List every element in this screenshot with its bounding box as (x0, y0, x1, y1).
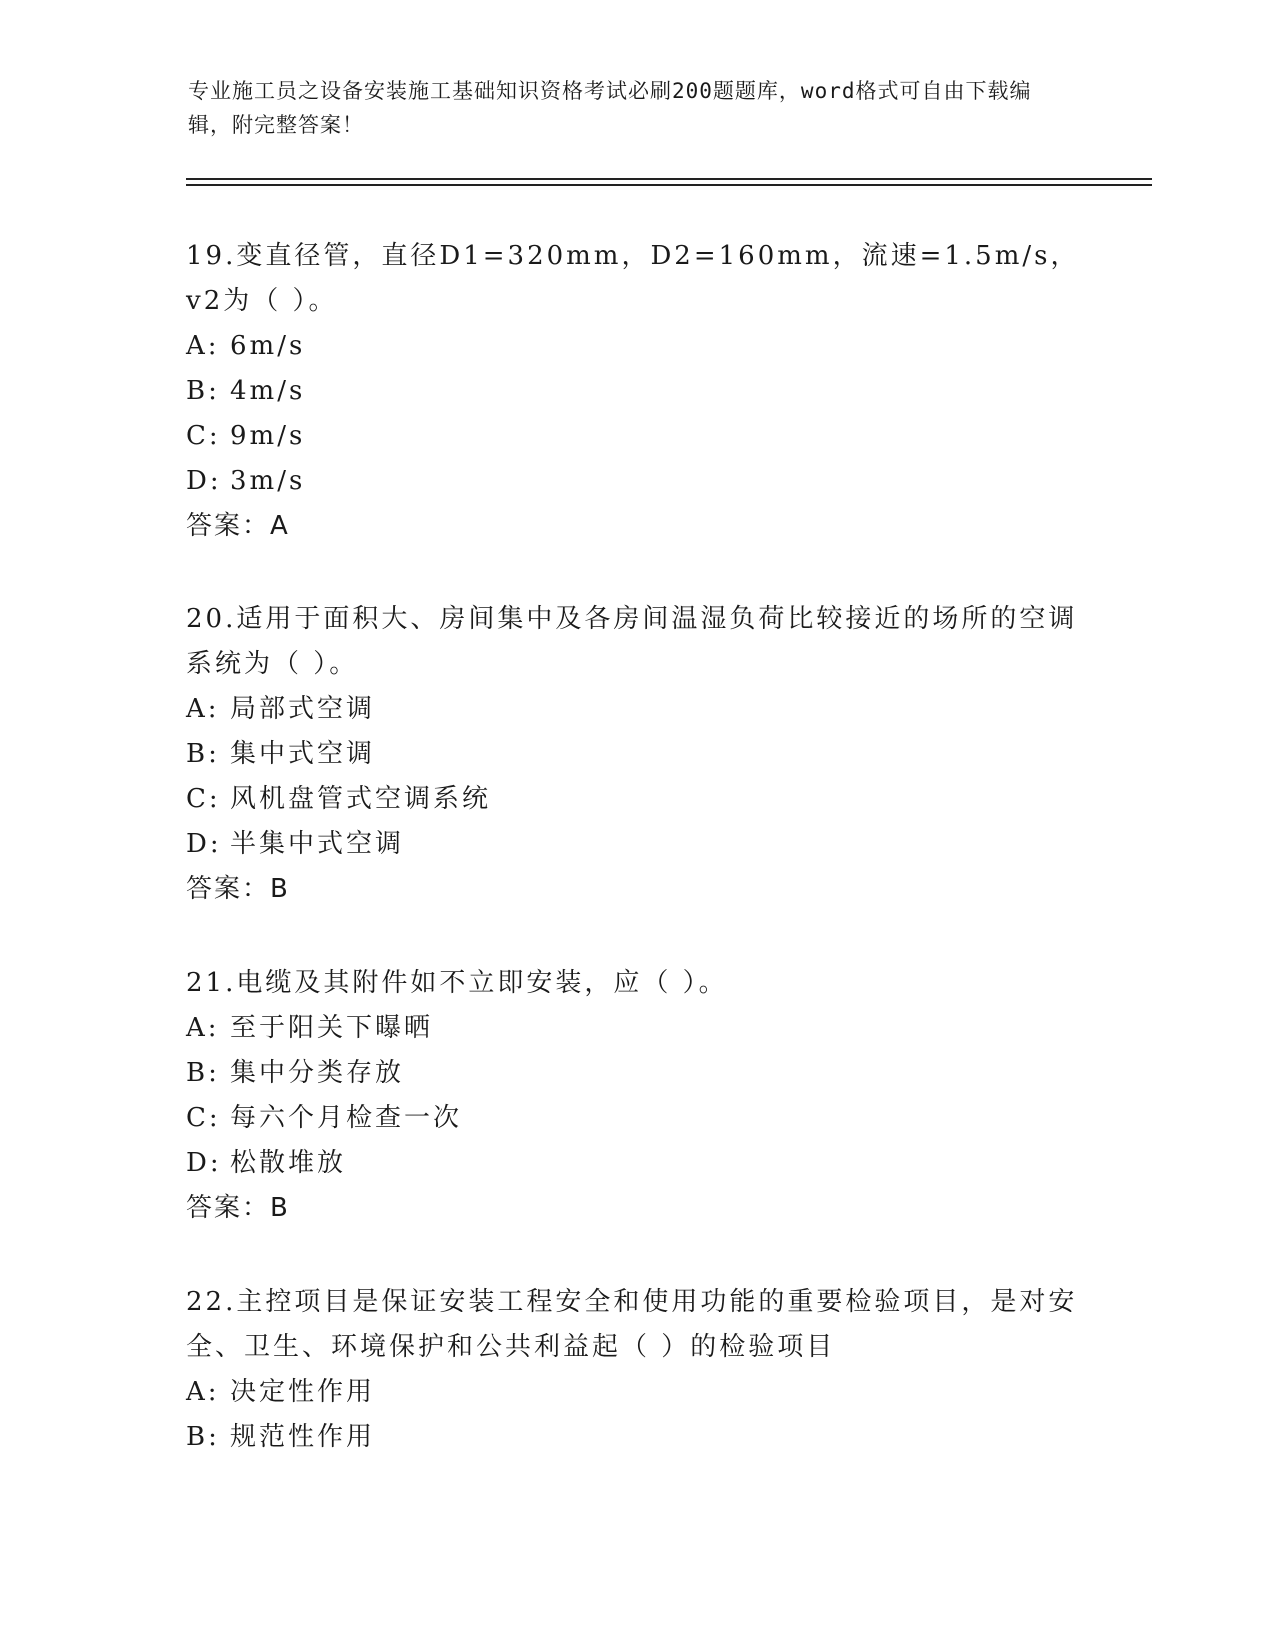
option-key: A: (186, 694, 220, 724)
option-d (186, 459, 1086, 504)
option-b (186, 732, 1086, 777)
option-key: D: (186, 1148, 222, 1178)
option-text: 3m/s (230, 466, 306, 496)
answer-line: 答案：B (186, 874, 290, 904)
question-stem: 21.电缆及其附件如不立即安装，应（ ）。 (186, 968, 728, 998)
option-key: D: (186, 466, 222, 496)
question-19 (186, 234, 1086, 549)
option-text: 局部式空调 (230, 694, 376, 724)
option-b (186, 1415, 1086, 1460)
option-b (186, 369, 1086, 414)
option-text: 规范性作用 (230, 1422, 376, 1452)
option-key: C: (186, 421, 221, 451)
answer-line: 答案：B (186, 1193, 290, 1223)
option-b (186, 1051, 1086, 1096)
option-text: 6m/s (230, 331, 306, 361)
question-21 (186, 961, 1086, 1231)
document-header: 专业施工员之设备安装施工基础知识资格考试必刷200题题库，word格式可自由下载编辑，附完整答案！ (188, 79, 1032, 137)
option-key: B: (186, 376, 220, 406)
option-text: 集中式空调 (230, 739, 376, 769)
answer-line: 答案：A (186, 511, 290, 541)
option-a (186, 687, 1086, 732)
option-key: B: (186, 739, 220, 769)
option-c (186, 1096, 1086, 1141)
header-divider-bottom (186, 184, 1152, 186)
option-c (186, 414, 1086, 459)
question-stem: 22.主控项目是保证安装工程安全和使用功能的重要检验项目，是对安全、卫生、环境保护和公共利益起（ ）的检验项目 (186, 1287, 1078, 1362)
question-stem: 20.适用于面积大、房间集中及各房间温湿负荷比较接近的场所的空调系统为（ ）。 (186, 604, 1078, 679)
option-text: 至于阳关下曝晒 (230, 1013, 434, 1043)
option-d (186, 822, 1086, 867)
option-text: 9m/s (230, 421, 306, 451)
option-text: 风机盘管式空调系统 (230, 784, 492, 814)
question-22 (186, 1280, 1086, 1460)
option-key: A: (186, 1013, 220, 1043)
option-text: 集中分类存放 (230, 1058, 405, 1088)
option-text: 半集中式空调 (230, 829, 405, 859)
option-d (186, 1141, 1086, 1186)
option-text: 决定性作用 (230, 1377, 376, 1407)
option-key: C: (186, 784, 221, 814)
option-key: A: (186, 1377, 220, 1407)
option-key: D: (186, 829, 222, 859)
option-key: B: (186, 1058, 220, 1088)
option-text: 松散堆放 (230, 1148, 347, 1178)
header-divider-top (186, 178, 1152, 180)
option-key: B: (186, 1422, 220, 1452)
option-a (186, 1006, 1086, 1051)
option-key: A: (186, 331, 220, 361)
question-stem: 19.变直径管，直径D1=320mm，D2=160mm，流速=1.5m/s，v2为（ ）。 (186, 241, 1080, 316)
option-key: C: (186, 1103, 221, 1133)
option-text: 4m/s (230, 376, 306, 406)
option-text: 每六个月检查一次 (230, 1103, 463, 1133)
option-c (186, 777, 1086, 822)
question-20 (186, 597, 1086, 912)
option-a (186, 324, 1086, 369)
option-a (186, 1370, 1086, 1415)
